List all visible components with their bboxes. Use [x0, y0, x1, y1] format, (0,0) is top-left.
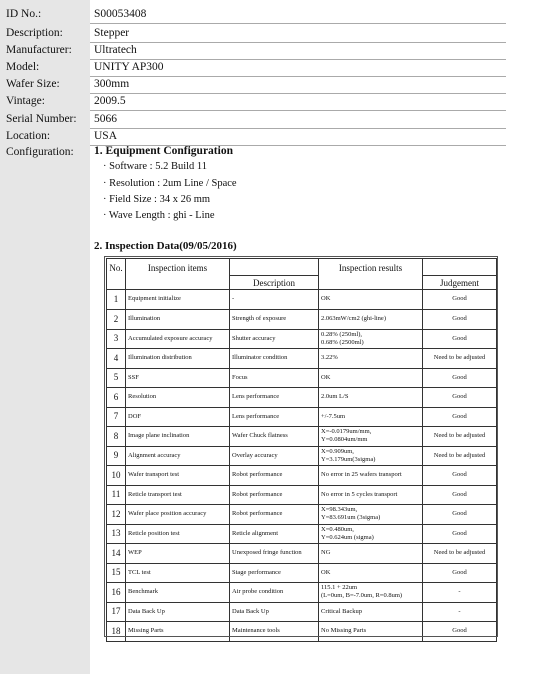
inspection-item: Alignment accuracy — [126, 446, 230, 466]
result-line: 2.063mW/cm2 (ghi-line) — [321, 315, 386, 323]
result-line: No Missing Parts — [321, 627, 367, 635]
item-description: Reticle alignment — [230, 524, 319, 544]
inspection-result — [319, 466, 423, 486]
item-description: Strength of exposure — [230, 310, 319, 330]
table-row — [107, 485, 497, 505]
item-description: Shutter accuracy — [230, 329, 319, 349]
inspection-item: Benchmark — [126, 583, 230, 603]
inspection-item: TCL test — [126, 563, 230, 583]
header-inspection-results: Inspection results — [319, 259, 423, 290]
field-label: Manufacturer: — [6, 44, 72, 56]
inspection-item: DOF — [126, 407, 230, 427]
result-line: +/-7.5um — [321, 412, 346, 420]
judgement: Good — [423, 388, 497, 408]
table-row — [107, 427, 497, 447]
row-number: 6 — [107, 388, 126, 408]
inspection-item: WEP — [126, 544, 230, 564]
item-description: Robot performance — [230, 466, 319, 486]
result-line: OK — [321, 295, 331, 303]
configuration-item: · Resolution : 2um Line / Space — [103, 178, 237, 189]
field-row — [0, 127, 549, 146]
inspection-item: Equipment initialize — [126, 290, 230, 310]
inspection-result — [319, 583, 423, 603]
inspection-result — [319, 368, 423, 388]
table-row — [107, 310, 497, 330]
field-row — [0, 92, 549, 111]
table-row — [107, 544, 497, 564]
row-number: 5 — [107, 368, 126, 388]
inspection-result — [319, 407, 423, 427]
judgement: Good — [423, 310, 497, 330]
row-number: 8 — [107, 427, 126, 447]
row-number: 7 — [107, 407, 126, 427]
inspection-result — [319, 622, 423, 642]
header-no: No. — [107, 259, 126, 290]
result-line: OK — [321, 373, 331, 381]
field-value: 5066 — [94, 113, 117, 125]
row-number: 3 — [107, 329, 126, 349]
configuration-title: 1. Equipment Configuration — [94, 145, 233, 157]
table-row — [107, 602, 497, 622]
item-description: Maintenance tools — [230, 622, 319, 642]
result-line: Critical Backup — [321, 607, 362, 615]
table-header-row — [107, 259, 497, 290]
result-line: X=-0.0179um/mm, — [321, 428, 372, 436]
inspection-item: Illumination distribution — [126, 349, 230, 369]
result-line: Y=83.691um (3sigma) — [321, 514, 381, 522]
result-line: Y=0.624um (sigma) — [321, 533, 374, 541]
row-number: 10 — [107, 466, 126, 486]
table-row — [107, 466, 497, 486]
item-description: Robot performance — [230, 505, 319, 525]
inspection-item: Wafer transport test — [126, 466, 230, 486]
row-number: 9 — [107, 446, 126, 466]
row-number: 15 — [107, 563, 126, 583]
item-description: Lens performance — [230, 388, 319, 408]
inspection-item: Image plane inclination — [126, 427, 230, 447]
inspection-item: Missing Parts — [126, 622, 230, 642]
item-description: Stage performance — [230, 563, 319, 583]
row-number: 2 — [107, 310, 126, 330]
result-line: X=98.343um, — [321, 506, 358, 514]
field-value: USA — [94, 130, 118, 142]
row-number: 11 — [107, 485, 126, 505]
inspection-result — [319, 563, 423, 583]
judgement: Good — [423, 290, 497, 310]
judgement: Need to be adjusted — [423, 544, 497, 564]
result-line: Y=3.179um(3sigma) — [321, 455, 376, 463]
inspection-result — [319, 446, 423, 466]
item-description: Overlay accuracy — [230, 446, 319, 466]
header-inspection-items: Inspection items — [126, 259, 230, 290]
row-number: 14 — [107, 544, 126, 564]
item-description: Data Back Up — [230, 602, 319, 622]
header-judgement — [423, 259, 497, 290]
item-description: Air probe condition — [230, 583, 319, 603]
row-number: 12 — [107, 505, 126, 525]
field-label: Serial Number: — [6, 113, 77, 125]
inspection-item: Data Back Up — [126, 602, 230, 622]
inspection-item: Accumulated exposure accuracy — [126, 329, 230, 349]
result-line: 115.1 + 22um — [321, 584, 358, 592]
inspection-title: 2. Inspection Data(09/05/2016) — [94, 240, 237, 252]
inspection-result — [319, 329, 423, 349]
result-line: OK — [321, 568, 331, 576]
result-line: X=0.480um, — [321, 525, 354, 533]
configuration-label: Configuration: — [6, 146, 74, 158]
inspection-result — [319, 388, 423, 408]
inspection-result — [319, 524, 423, 544]
table-row — [107, 407, 497, 427]
judgement: Good — [423, 505, 497, 525]
inspection-item: Illumination — [126, 310, 230, 330]
table-row — [107, 563, 497, 583]
item-description: - — [230, 290, 319, 310]
table-row — [107, 349, 497, 369]
judgement: Need to be adjusted — [423, 446, 497, 466]
field-value: UNITY AP300 — [94, 61, 164, 73]
row-number: 17 — [107, 602, 126, 622]
judgement: Good — [423, 407, 497, 427]
table-row — [107, 524, 497, 544]
judgement: - — [423, 602, 497, 622]
configuration-item: · Software : 5.2 Build 11 — [103, 161, 208, 172]
inspection-result — [319, 290, 423, 310]
row-number: 13 — [107, 524, 126, 544]
table-row — [107, 290, 497, 310]
item-description: Lens performance — [230, 407, 319, 427]
judgement: Good — [423, 485, 497, 505]
field-label: Description: — [6, 27, 63, 39]
judgement: Good — [423, 329, 497, 349]
result-line: No error in 5 cycles transport — [321, 490, 398, 498]
field-label: Location: — [6, 130, 51, 142]
header-description-label: Description — [230, 275, 318, 288]
table-row — [107, 446, 497, 466]
result-line: NG — [321, 549, 331, 557]
inspection-item: Resolution — [126, 388, 230, 408]
field-value: Ultratech — [94, 44, 137, 56]
field-label: Model: — [6, 61, 40, 73]
inspection-result — [319, 505, 423, 525]
result-line: (L=0um, B=-7.0um, R=0.8um) — [321, 592, 403, 600]
inspection-result — [319, 310, 423, 330]
result-line: 0.68% (2500ml) — [321, 338, 364, 346]
table-row — [107, 622, 497, 642]
inspection-item: Reticle transport test — [126, 485, 230, 505]
inspection-result — [319, 602, 423, 622]
result-line: 3.22% — [321, 354, 338, 362]
inspection-result — [319, 349, 423, 369]
judgement: - — [423, 583, 497, 603]
table-row — [107, 388, 497, 408]
item-description: Robot performance — [230, 485, 319, 505]
inspection-result — [319, 427, 423, 447]
field-label: Vintage: — [6, 95, 45, 107]
judgement: Good — [423, 622, 497, 642]
inspection-item: SSF — [126, 368, 230, 388]
judgement: Good — [423, 563, 497, 583]
item-description: Unexposed fringe function — [230, 544, 319, 564]
header-judgement-label: Judgement — [423, 275, 496, 288]
result-line: 2.0um L/S — [321, 393, 349, 401]
result-line: Y=0.0804um/mm — [321, 436, 368, 444]
table-row — [107, 329, 497, 349]
row-number: 18 — [107, 622, 126, 642]
table-row — [107, 505, 497, 525]
row-number: 1 — [107, 290, 126, 310]
item-description: Wafer Chuck flatness — [230, 427, 319, 447]
result-line: X=0.909um, — [321, 447, 354, 455]
judgement: Need to be adjusted — [423, 349, 497, 369]
result-line: 0.28% (250ml), — [321, 330, 362, 338]
item-description: Illuminator condition — [230, 349, 319, 369]
judgement: Need to be adjusted — [423, 427, 497, 447]
field-label: ID No.: — [6, 8, 42, 20]
inspection-item: Reticle position test — [126, 524, 230, 544]
field-value: S00053408 — [94, 8, 147, 20]
judgement: Good — [423, 368, 497, 388]
result-line: No error in 25 wafers transport — [321, 471, 402, 479]
field-value: 300mm — [94, 78, 130, 90]
row-number: 4 — [107, 349, 126, 369]
judgement: Good — [423, 524, 497, 544]
item-description: Focus — [230, 368, 319, 388]
field-label: Wafer Size: — [6, 78, 60, 90]
table-row — [107, 368, 497, 388]
field-value: Stepper — [94, 27, 130, 39]
judgement: Good — [423, 466, 497, 486]
configuration-item: · Wave Length : ghi - Line — [103, 210, 215, 221]
header-description — [230, 259, 319, 290]
inspection-table — [106, 258, 497, 642]
configuration-item: · Field Size : 34 x 26 mm — [103, 194, 211, 205]
inspection-item: Wafer place position accuracy — [126, 505, 230, 525]
inspection-result — [319, 485, 423, 505]
field-value: 2009.5 — [94, 95, 126, 107]
table-row — [107, 583, 497, 603]
field-row — [0, 5, 549, 24]
row-number: 16 — [107, 583, 126, 603]
inspection-result — [319, 544, 423, 564]
